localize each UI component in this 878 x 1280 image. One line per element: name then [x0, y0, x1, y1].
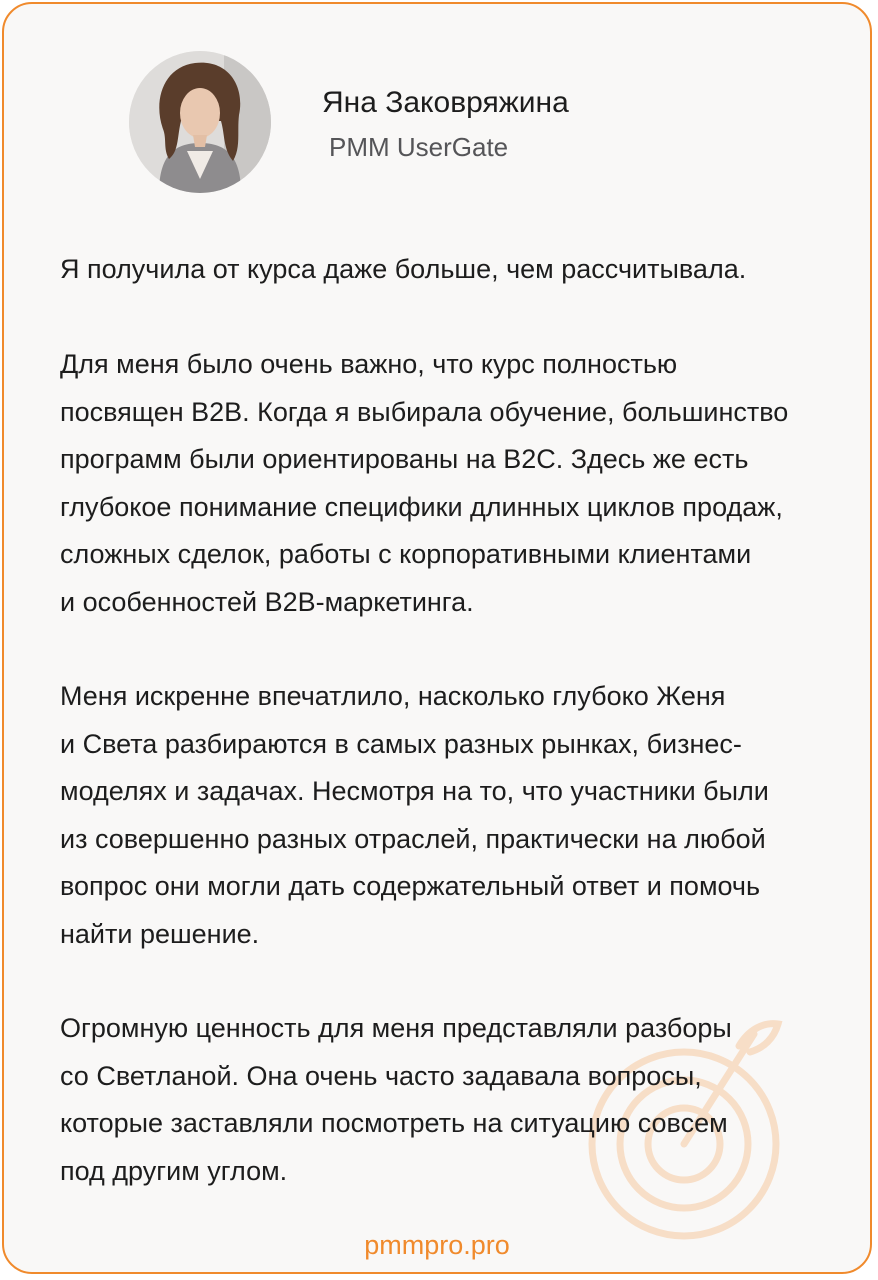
review-line: моделях и задачах. Несмотря на то, что участники были	[60, 776, 769, 807]
review-line: Я получила от курса даже больше, чем рассчитывала.	[60, 254, 747, 284]
review-paragraph	[60, 673, 860, 959]
review-line: и Света разбираются в самых разных рынках, бизнес-	[60, 728, 742, 759]
review-line: Для меня было очень важно, что курс полностью	[60, 349, 678, 379]
review-line: найти решение.	[60, 918, 260, 949]
review-line: Огромную ценность для меня представляли разборы	[60, 1013, 732, 1043]
review-paragraph	[60, 1005, 860, 1195]
review-line: и особенностей B2B-маркетинга.	[60, 586, 474, 617]
review-line: сложных сделок, работы с корпоративными клиентами	[60, 539, 752, 570]
review-paragraph	[60, 246, 860, 294]
review-line: со Светланой. Она очень часто задавала вопросы,	[60, 1060, 702, 1091]
author-role: PMM UserGate	[329, 132, 509, 162]
site-link[interactable]: pmmpro.pro	[364, 1230, 510, 1260]
review-line: вопрос они могли дать содержательный ответ и помочь	[60, 871, 761, 902]
review-line: которые заставляли посмотреть на ситуацию совсем	[60, 1108, 728, 1139]
review-line: посвящен B2B. Когда я выбирала обучение, большинство	[60, 396, 789, 427]
review-line: программ были ориентированы на B2C. Здесь же есть	[60, 444, 749, 475]
author-name: Яна Заковряжина	[322, 86, 569, 119]
review-line: Меня искренне впечатлило, насколько глубоко Женя	[60, 681, 726, 711]
avatar	[129, 51, 271, 193]
review-paragraph	[60, 341, 860, 627]
avatar-photo	[129, 51, 271, 193]
review-line: под другим углом.	[60, 1155, 288, 1186]
testimonial-card	[2, 2, 872, 1274]
review-line: из совершенно разных отраслей, практически на любой	[60, 823, 766, 854]
review-line: глубокое понимание специфики длинных циклов продаж,	[60, 491, 783, 522]
